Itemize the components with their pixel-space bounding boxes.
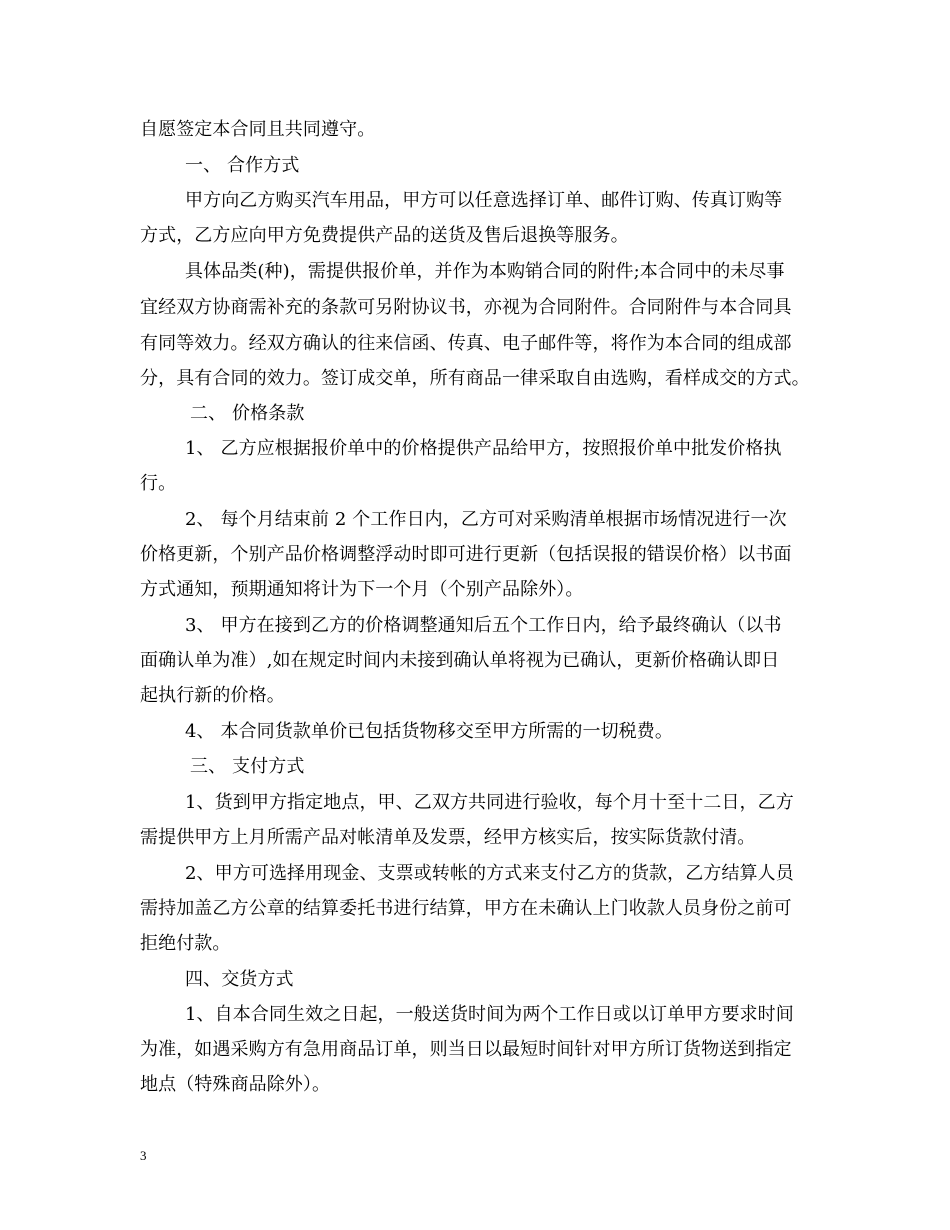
section-heading: 三、 支付方式 [190,756,305,777]
paragraph-line: 1、货到甲方指定地点，甲、乙双方共同进行验收，每个月十至十二日，乙方 [185,792,794,813]
paragraph-line: 甲方向乙方购买汽车用品，甲方可以任意选择订单、邮件订购、传真订购等 [185,190,783,211]
section-heading: 四、交货方式 [185,969,294,990]
paragraph-line: 具体品类(种)，需提供报价单，并作为本购销合同的附件;本合同中的未尽事 [185,261,785,282]
page-number: 3 [140,1148,147,1163]
paragraph-line: 地点（特殊商品除外）。 [140,1074,331,1095]
section-heading: 一、 合作方式 [185,155,300,176]
paragraph-line: 2、甲方可选择用现金、支票或转帐的方式来支付乙方的货款，乙方结算人员 [185,863,794,884]
paragraph-line: 1、 乙方应根据报价单中的价格提供产品给甲方，按照报价单中批发价格执 [185,438,782,459]
paragraph-line: 起执行新的价格。 [140,685,285,706]
paragraph-line: 行。 [140,473,177,494]
paragraph-line: 方式，乙方应向甲方免费提供产品的送货及售后退换等服务。 [140,225,629,246]
paragraph-line: 1、自本合同生效之日起，一般送货时间为两个工作日或以订单甲方要求时间 [185,1004,794,1025]
paragraph-line: 2、 每个月结束前 2 个工作日内，乙方可对采购清单根据市场情况进行一次 [185,509,787,530]
paragraph-line: 拒绝付款。 [140,933,231,954]
paragraph-line: 宜经双方协商需补充的条款可另附协议书，亦视为合同附件。合同附件与本合同具 [140,297,792,318]
paragraph-line: 3、 甲方在接到乙方的价格调整通知后五个工作日内，给予最终确认（以书 [185,615,782,636]
paragraph-line: 方式通知，预期通知将计为下一个月（个别产品除外）。 [140,579,584,600]
paragraph-line: 有同等效力。经双方确认的往来信函、传真、电子邮件等，将作为本合同的组成部 [140,333,792,354]
paragraph-line: 面确认单为准）,如在规定时间内未接到确认单将视为已确认，更新价格确认即日 [140,650,780,671]
paragraph-line: 自愿签定本合同且共同遵守。 [140,119,376,140]
paragraph-line: 需持加盖乙方公章的结算委托书进行结算，甲方在未确认上门收款人员身份之前可 [140,898,792,919]
paragraph-line: 为准，如遇采购方有急用商品订单，则当日以最短时间针对甲方所订货物送到指定 [140,1039,792,1060]
paragraph-line: 4、 本合同货款单价已包括货物移交至甲方所需的一切税费。 [185,721,673,742]
section-heading: 二、 价格条款 [190,403,305,424]
paragraph-line: 需提供甲方上月所需产品对帐清单及发票，经甲方核实后，按实际货款付清。 [140,827,756,848]
paragraph-line: 分，具有合同的效力。签订成交单，所有商品一律采取自由选购，看样成交的方式。 [140,368,810,389]
paragraph-line: 价格更新，个别产品价格调整浮动时即可进行更新（包括误报的错误价格）以书面 [140,544,792,565]
